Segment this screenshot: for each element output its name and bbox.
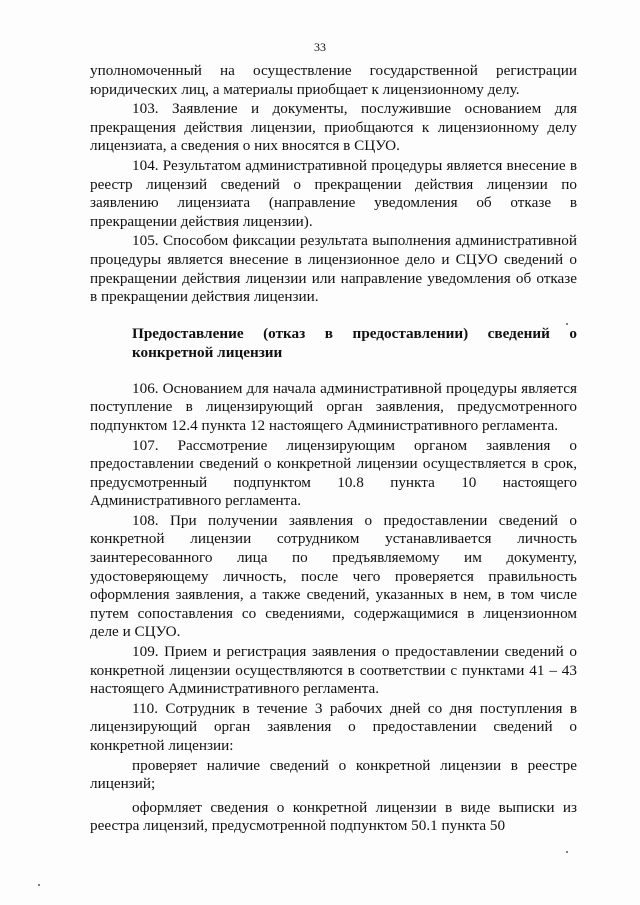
paragraph-110-item-check: проверяет наличие сведений о конкретной лицензии в реестре лицензий; — [90, 756, 577, 793]
paragraph-110: 110. Сотрудник в течение 3 рабочих дней со дня поступления в лицензирующий орган заявления о предоставлении сведений о конкретной лицензии: — [90, 699, 577, 754]
document-body — [90, 62, 577, 837]
paragraph-105: 105. Способом фиксации результата выполнения административной процедуры является внесение в лицензионное дело и СЦУО сведений о прекращении действия лицензии или направление уведомления об отказе в прекращении действия лицензии. — [90, 232, 577, 306]
paragraph-108: 108. При получении заявления о предоставлении сведений о конкретной лицензии сотрудником устанавливается личность заинтересованного лица по предъявляемому им документу, удостоверяющему личность, после чего проверяется правильность оформления заявления, а также сведений, указанных в нем, в том числе путем сопоставления со сведениями, содержащимися в лицензионном деле и СЦУО. — [90, 511, 577, 641]
scan-speck — [566, 323, 568, 325]
paragraph-103: 103. Заявление и документы, послужившие основанием для прекращения действия лицензии, приобщаются к лицензионному делу лицензиата, а сведения о них вносятся в СЦУО. — [90, 100, 577, 155]
section-heading: Предоставление (отказ в предоставлении) сведений о конкретной лицензии — [132, 324, 577, 361]
page-number: 33 — [314, 40, 326, 54]
paragraph-104: 104. Результатом административной процедуры является внесение в реестр лицензий сведений о прекращении действия лицензии по заявлению лицензиата (направление уведомления об отказе в прекращении действия лицензии). — [90, 156, 577, 230]
paragraph-106: 106. Основанием для начала административной процедуры является поступление в лицензирующий орган заявления, предусмотренного подпунктом 12.4 пункта 12 настоящего Административного регламента. — [90, 379, 577, 434]
scan-speck — [566, 851, 568, 853]
scan-speck — [38, 884, 40, 886]
paragraph-110-item-extract: оформляет сведения о конкретной лицензии в виде выписки из реестра лицензий, предусмотренной подпунктом 50.1 пункта 50 — [90, 798, 577, 835]
paragraph-107: 107. Рассмотрение лицензирующим органом заявления о предоставлении сведений о конкретной лицензии осуществляется в срок, предусмотренный подпунктом 10.8 пункта 10 настоящего Административного регламента. — [90, 436, 577, 510]
paragraph-continuation: уполномоченный на осуществление государственной регистрации юридических лиц, а материалы приобщает к лицензионному делу. — [90, 62, 577, 98]
paragraph-109: 109. Прием и регистрация заявления о предоставлении сведений о конкретной лицензии осуществляются в соответствии с пунктами 41 – 43 настоящего Административного регламента. — [90, 643, 577, 698]
